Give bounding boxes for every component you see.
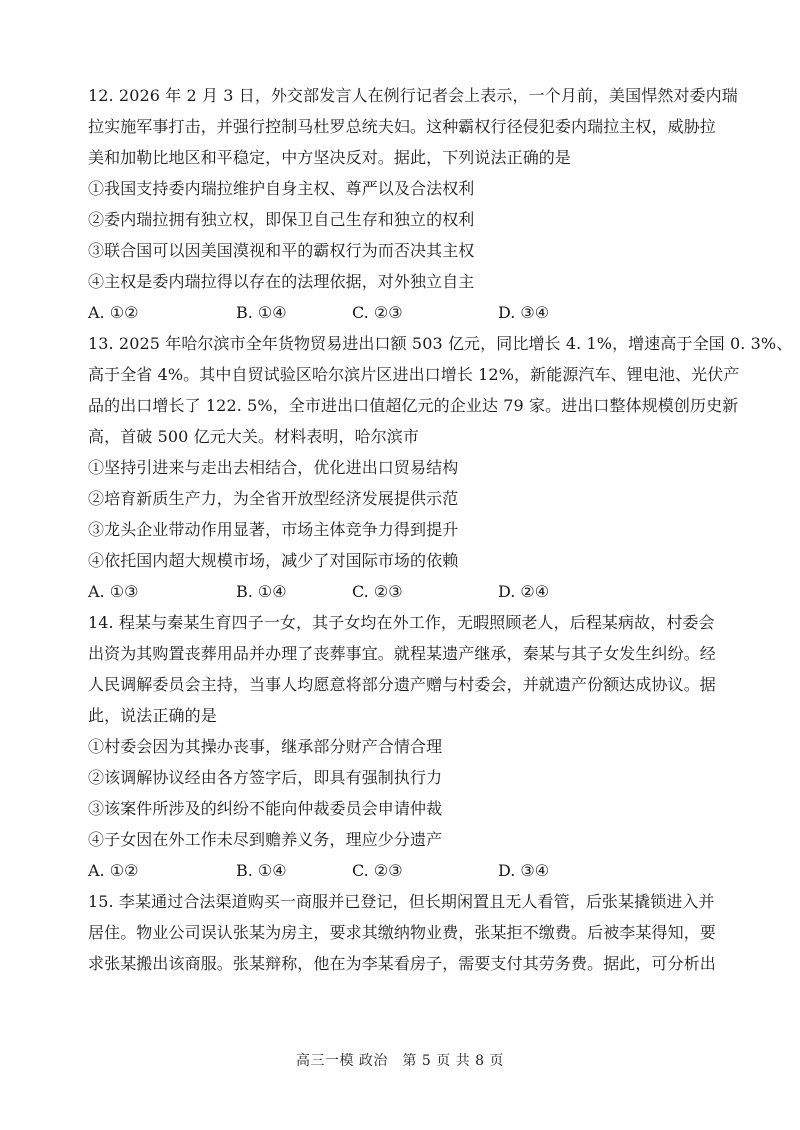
option-b: B. ①④ [236,861,287,880]
question-stem-line: 12. 2026 年 2 月 3 日，外交部发言人在例行记者会上表示，一个月前，美国悍然对委内瑞 [88,86,738,105]
statement-item: ②该调解协议经由各方签字后，即具有强制执行力 [88,768,443,787]
option-c: C. ②③ [352,861,403,880]
statement-item: ④依托国内超大规模市场，减少了对国际市场的依赖 [88,551,459,570]
option-c: C. ②③ [352,582,403,601]
statement-item: ④主权是委内瑞拉得以存在的法理依据，对外独立自主 [88,272,475,291]
question-stem-line: 此，说法正确的是 [88,706,217,725]
question-list [88,80,793,979]
question-stem-line: 15. 李某通过合法渠道购买一商服并已登记，但长期闲置且无人看管，后张某撬锁进入并 [88,892,715,911]
statement-item: ③该案件所涉及的纠纷不能向仲裁委员会申请仲裁 [88,799,443,818]
answer-options [88,297,728,328]
question-stem-line: 出资为其购置丧葬用品并办理了丧葬事宜。就程某遗产继承，秦某与其子女发生纠纷。经 [88,644,716,663]
answer-options [88,855,728,886]
question-stem-line: 人民调解委员会主持，当事人均愿意将部分遗产赠与村委会，并就遗产份额达成协议。据 [88,675,716,694]
option-d: D. ③④ [498,861,550,880]
option-d: D. ②④ [498,582,550,601]
question-stem-line: 拉实施军事打击，并强行控制马杜罗总统夫妇。这种霸权行径侵犯委内瑞拉主权，威胁拉 [88,117,716,136]
statement-item: ②培育新质生产力，为全省开放型经济发展提供示范 [88,489,459,508]
statement-item: ①我国支持委内瑞拉维护自身主权、尊严以及合法权利 [88,179,475,198]
question-14 [88,607,728,886]
question-stem-line: 14. 程某与秦某生育四子一女，其子女均在外工作，无暇照顾老人，后程某病故，村委会 [88,613,715,632]
option-a: A. ①③ [88,582,139,601]
option-b: B. ①④ [236,303,287,322]
statement-item: ①坚持引进来与走出去相结合，优化进出口贸易结构 [88,458,459,477]
statement-item: ①村委会因为其操办丧事，继承部分财产合情合理 [88,737,443,756]
question-stem-line: 高于全省 4%。其中自贸试验区哈尔滨片区进出口增长 12%，新能源汽车、锂电池、光伏产 [88,365,740,384]
question-stem-line: 美和加勒比地区和平稳定，中方坚决反对。据此，下列说法正确的是 [88,148,572,167]
answer-options [88,576,728,607]
option-c: C. ②③ [352,303,403,322]
question-stem-line: 高，首破 500 亿元大关。材料表明，哈尔滨市 [88,427,420,446]
question-12 [88,80,738,328]
option-b: B. ①④ [236,582,287,601]
question-stem-line: 13. 2025 年哈尔滨市全年货物贸易进出口额 503 亿元，同比增长 4. 1%，增速高于全国 0. 3%、 [88,334,793,353]
page-footer: 高三一模 政治 第 5 页 共 8 页 [295,1053,504,1069]
option-d: D. ③④ [498,303,550,322]
option-a: A. ①② [88,303,139,322]
question-stem-line: 品的出口增长了 122. 5%，全市进出口值超亿元的企业达 79 家。进出口整体规模创历史新 [88,396,739,415]
statement-item: ②委内瑞拉拥有独立权，即保卫自己生存和独立的权利 [88,210,475,229]
question-stem-line: 居住。物业公司误认张某为房主，要求其缴纳物业费，张某拒不缴费。后被李某得知，要 [88,923,716,942]
option-a: A. ①② [88,861,139,880]
question-13 [88,328,793,607]
statement-item: ③联合国可以因美国漠视和平的霸权行为而否决其主权 [88,241,475,260]
question-15 [88,886,728,979]
question-stem-line: 求张某搬出该商服。张某辩称，他在为李某看房子，需要支付其劳务费。据此，可分析出 [88,954,716,973]
statement-item: ③龙头企业带动作用显著，市场主体竞争力得到提升 [88,520,459,539]
statement-item: ④子女因在外工作未尽到赡养义务，理应少分遗产 [88,830,443,849]
